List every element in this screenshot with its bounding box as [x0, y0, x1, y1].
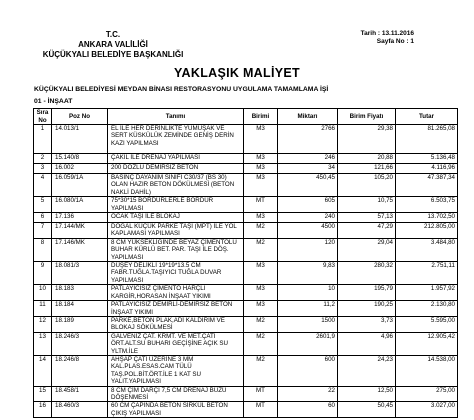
- row-total: 47.387,34: [396, 174, 458, 197]
- table-row: [34, 213, 458, 223]
- row-total: 1.957,92: [396, 285, 458, 301]
- row-poz-code: 18.189: [52, 316, 108, 332]
- row-poz-code: 16.059/1A: [52, 174, 108, 197]
- row-unit: M2: [244, 238, 278, 261]
- row-unit-price: 29,04: [338, 238, 396, 261]
- row-unit-price: 4,96: [338, 332, 396, 355]
- row-unit: MT: [244, 386, 278, 402]
- row-total: 14.538,00: [396, 355, 458, 386]
- row-unit: M2: [244, 223, 278, 239]
- table-row: [34, 301, 458, 317]
- row-number: 3: [34, 164, 52, 174]
- table-row: [34, 174, 458, 197]
- table-row: [34, 164, 458, 174]
- row-unit-price: 121,66: [338, 164, 396, 174]
- table-row: [34, 332, 458, 355]
- row-poz-code: 18.081/3: [52, 262, 108, 285]
- row-total: 2.751,11: [396, 262, 458, 285]
- row-unit-price: 20,88: [338, 154, 396, 164]
- row-unit: M3: [244, 164, 278, 174]
- row-poz-code: 18.460/3: [52, 402, 108, 418]
- row-unit-price: 50,45: [338, 402, 396, 418]
- row-quantity: 605: [278, 197, 338, 213]
- row-number: 12: [34, 316, 52, 332]
- col-header-description: Tanımı: [108, 109, 244, 125]
- row-description: ÇAKIL İLE DRENAJ YAPILMASI: [108, 154, 244, 164]
- table-header-row: [34, 109, 458, 125]
- table-row: [34, 125, 458, 154]
- row-poz-code: 18.184: [52, 301, 108, 317]
- header-governorship: ANKARA VALİLİĞİ: [78, 40, 148, 49]
- row-total: 6.503,75: [396, 197, 458, 213]
- row-quantity: 2601,9: [278, 332, 338, 355]
- row-unit-price: 24,23: [338, 355, 396, 386]
- col-header-unit: Birimi: [244, 109, 278, 125]
- section-heading: 01 - İNŞAAT: [34, 98, 73, 105]
- row-poz-code: 17.144/MK: [52, 223, 108, 239]
- row-poz-code: 18.246/8: [52, 355, 108, 386]
- table-row: [34, 355, 458, 386]
- row-total: 5.136,48: [396, 154, 458, 164]
- row-number: 9: [34, 262, 52, 285]
- col-header-total: Tutar: [396, 109, 458, 125]
- row-poz-code: 16.002: [52, 164, 108, 174]
- row-description: AHŞAP ÇATI ÜZERİNE 3 MM KAL.PLAS.ESAS.CAM TÜLÜ TAŞ.POL.BİT.ÖRT.İLE 1 KAT SU YALIT.YAPILMASI: [108, 355, 244, 386]
- table-row: [34, 223, 458, 239]
- row-quantity: 9,83: [278, 262, 338, 285]
- row-unit-price: 105,20: [338, 174, 396, 197]
- row-number: 7: [34, 223, 52, 239]
- row-unit: M3: [244, 301, 278, 317]
- row-unit: MT: [244, 197, 278, 213]
- row-description: 200 DOZLU DEMİRSİZ BETON: [108, 164, 244, 174]
- row-description: DOĞAL KÜÇÜK PARKE TAŞI (MPT) İLE YOL KAPLAMASI YAPILMASI: [108, 223, 244, 239]
- row-total: 4.116,96: [396, 164, 458, 174]
- row-unit-price: 47,29: [338, 223, 396, 239]
- row-total: 12.905,42: [396, 332, 458, 355]
- row-total: 212.805,00: [396, 223, 458, 239]
- row-poz-code: 18.183: [52, 285, 108, 301]
- header-meta: [361, 30, 414, 46]
- row-unit-price: 3,73: [338, 316, 396, 332]
- row-poz-code: 18.246/3: [52, 332, 108, 355]
- row-description: BASINÇ DAYANIM SINIFI C30/37 (BS 30) OLAN HAZIR BETON DÖKÜLMESİ (BETON NAKLİ DAHİL): [108, 174, 244, 197]
- row-unit-price: 29,38: [338, 125, 396, 154]
- row-quantity: 1500: [278, 316, 338, 332]
- row-unit: MT: [244, 402, 278, 418]
- row-description: PATLAYICISIZ DEMİRLİ-DEMİRSİZ BETON İNŞAAT YIKIMI: [108, 301, 244, 317]
- date-label: Tarih : 13.11.2016: [360, 30, 414, 37]
- row-unit: M3: [244, 213, 278, 223]
- row-unit-price: 12,50: [338, 386, 396, 402]
- row-number: 5: [34, 197, 52, 213]
- row-unit-price: 57,13: [338, 213, 396, 223]
- row-number: 6: [34, 213, 52, 223]
- project-subtitle: KÜÇÜKYALI BELEDİYESİ MEYDAN BİNASI RESTORASYONU UYGULAMA TAMAMLAMA İŞİ: [34, 86, 329, 93]
- row-quantity: 2766: [278, 125, 338, 154]
- row-quantity: 246: [278, 154, 338, 164]
- row-number: 11: [34, 301, 52, 317]
- page-title: YAKLAŞIK MALİYET: [174, 66, 300, 80]
- row-total: 3.027,00: [396, 402, 458, 418]
- row-quantity: 240: [278, 213, 338, 223]
- table-row: [34, 386, 458, 402]
- row-description: 8 CM ÇİM DARÇI 7,5 CM DRENAJ BÜZÜ DÖŞENMESİ: [108, 386, 244, 402]
- row-unit-price: 280,32: [338, 262, 396, 285]
- row-poz-code: 17.136: [52, 213, 108, 223]
- col-header-unit-price: Birim Fiyatı: [338, 109, 396, 125]
- row-quantity: 4500: [278, 223, 338, 239]
- row-poz-code: 14.013/1: [52, 125, 108, 154]
- row-number: 16: [34, 402, 52, 418]
- cost-table: [33, 108, 458, 418]
- row-total: 3.484,80: [396, 238, 458, 261]
- row-description: EL İLE HER DERİNLİKTE YUMUŞAK VE SERT KÜSKÜLÜK ZEMİNDE GENİŞ DERİN KAZI YAPILMASI: [108, 125, 244, 154]
- page-number: Sayfa No : 1: [376, 38, 414, 45]
- row-number: 14: [34, 355, 52, 386]
- row-description: 60 CM ÇAPINDA BETON SİRKÜL BETON ÇIKIŞ YAPILMASI: [108, 402, 244, 418]
- row-unit: M2: [244, 316, 278, 332]
- row-unit: M3: [244, 262, 278, 285]
- row-quantity: 22: [278, 386, 338, 402]
- row-description: PARKE,BETON PLAK,ADİ KALDIRIM VE BLOKAJ SÖKÜLMESİ: [108, 316, 244, 332]
- row-description: GALVENİZ ÇAT. KRMT. VE MET.ÇATI ÖRT.ALT.SU BUHARI GEÇİŞİNE AÇIK SU YLTM.İLE: [108, 332, 244, 355]
- row-poz-code: 16.080/1A: [52, 197, 108, 213]
- header-tc: T.C.: [105, 30, 121, 39]
- row-unit: M3: [244, 174, 278, 197]
- row-unit-price: 190,25: [338, 301, 396, 317]
- row-quantity: 600: [278, 355, 338, 386]
- table-row: [34, 197, 458, 213]
- row-number: 4: [34, 174, 52, 197]
- table-row: [34, 154, 458, 164]
- table-row: [34, 238, 458, 261]
- table-row: [34, 402, 458, 418]
- row-description: 8 CM YÜKSEKLİĞİNDE BEYAZ ÇİMENTOLU BUHAR KÜRLÜ BET. PAR. TAŞI İLE DÖŞ. YAPILMASI: [108, 238, 244, 261]
- row-number: 13: [34, 332, 52, 355]
- row-description: OCAK TAŞI İLE BLOKAJ: [108, 213, 244, 223]
- row-quantity: 60: [278, 402, 338, 418]
- row-quantity: 450,45: [278, 174, 338, 197]
- row-description: 75*30*15 BORDÜRLERLE BORDÜR YAPILMASI: [108, 197, 244, 213]
- row-total: 13.702,50: [396, 213, 458, 223]
- row-poz-code: 17.146/MK: [52, 238, 108, 261]
- row-unit: M3: [244, 285, 278, 301]
- row-number: 2: [34, 154, 52, 164]
- col-header-no: Sıra No: [34, 109, 52, 125]
- row-unit: M2: [244, 355, 278, 386]
- row-unit-price: 10,75: [338, 197, 396, 213]
- table-row: [34, 316, 458, 332]
- row-quantity: 120: [278, 238, 338, 261]
- table-row: [34, 262, 458, 285]
- row-total: 81.265,08: [396, 125, 458, 154]
- header-municipality: KÜÇÜKYALI BELEDİYE BAŞKANLIĞI: [42, 50, 184, 59]
- row-total: 275,00: [396, 386, 458, 402]
- row-total: 2.130,80: [396, 301, 458, 317]
- table-row: [34, 285, 458, 301]
- row-unit-price: 195,79: [338, 285, 396, 301]
- row-poz-code: 15.140/8: [52, 154, 108, 164]
- row-unit: M3: [244, 125, 278, 154]
- col-header-poz: Poz No: [52, 109, 108, 125]
- row-number: 8: [34, 238, 52, 261]
- row-quantity: 11,2: [278, 301, 338, 317]
- row-number: 15: [34, 386, 52, 402]
- row-total: 5.595,00: [396, 316, 458, 332]
- row-description: DÜŞEY DELİKLİ 19*19*13.5 CM FABR.TUĞLA.TAŞIYICI TUĞLA DUVAR YAPILMASI: [108, 262, 244, 285]
- row-number: 10: [34, 285, 52, 301]
- row-quantity: 34: [278, 164, 338, 174]
- row-unit: M3: [244, 154, 278, 164]
- row-description: PATLAYICISIZ ÇİMENTO HARÇLI KARGİR,HORASAN İNŞAAT YIKIMI: [108, 285, 244, 301]
- row-number: 1: [34, 125, 52, 154]
- row-quantity: 10: [278, 285, 338, 301]
- row-unit: M2: [244, 332, 278, 355]
- row-poz-code: 18.458/1: [52, 386, 108, 402]
- col-header-quantity: Miktarı: [278, 109, 338, 125]
